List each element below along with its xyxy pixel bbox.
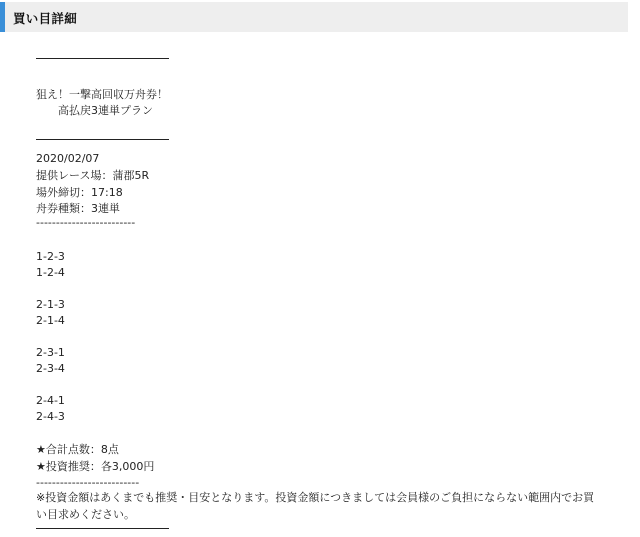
section-header bbox=[0, 2, 628, 32]
bet-combination: 1-2-3 bbox=[36, 250, 65, 263]
bet-combination: 2-4-3 bbox=[36, 410, 65, 423]
race-date: 2020/02/07 bbox=[36, 152, 100, 165]
plan-name: 高払戻3連単プラン bbox=[58, 104, 153, 117]
ticket-type: 舟券種類：3連単 bbox=[36, 202, 120, 215]
separator: ------------------------- bbox=[36, 216, 136, 229]
total-points: ★合計点数：8点 bbox=[36, 443, 119, 456]
bet-combination: 2-1-4 bbox=[36, 314, 65, 327]
bet-combination: 2-3-4 bbox=[36, 362, 65, 375]
divider-middle bbox=[36, 139, 169, 140]
race-deadline: 場外締切：17:18 bbox=[36, 186, 123, 199]
bet-combination: 1-2-4 bbox=[36, 266, 65, 279]
investment-note: ※投資金額はあくまでも推奨・目安となります。投資金額につきましては会員様のご負担にならない範囲内でお買い目求めください。 bbox=[36, 491, 595, 521]
bet-combination: 2-3-1 bbox=[36, 346, 65, 359]
plan-catchphrase: 狙え！一撃高回収万舟券！ bbox=[36, 88, 168, 101]
section-title: 買い目詳細 bbox=[13, 11, 78, 26]
bet-combination: 2-1-3 bbox=[36, 298, 65, 311]
divider-bottom bbox=[36, 528, 169, 529]
investment-recommendation: ★投資推奨：各3,000円 bbox=[36, 460, 155, 473]
race-venue: 提供レース場：蒲郡5R bbox=[36, 169, 150, 182]
separator: -------------------------- bbox=[36, 476, 140, 489]
bet-combination: 2-4-1 bbox=[36, 394, 65, 407]
divider-top bbox=[36, 58, 169, 59]
